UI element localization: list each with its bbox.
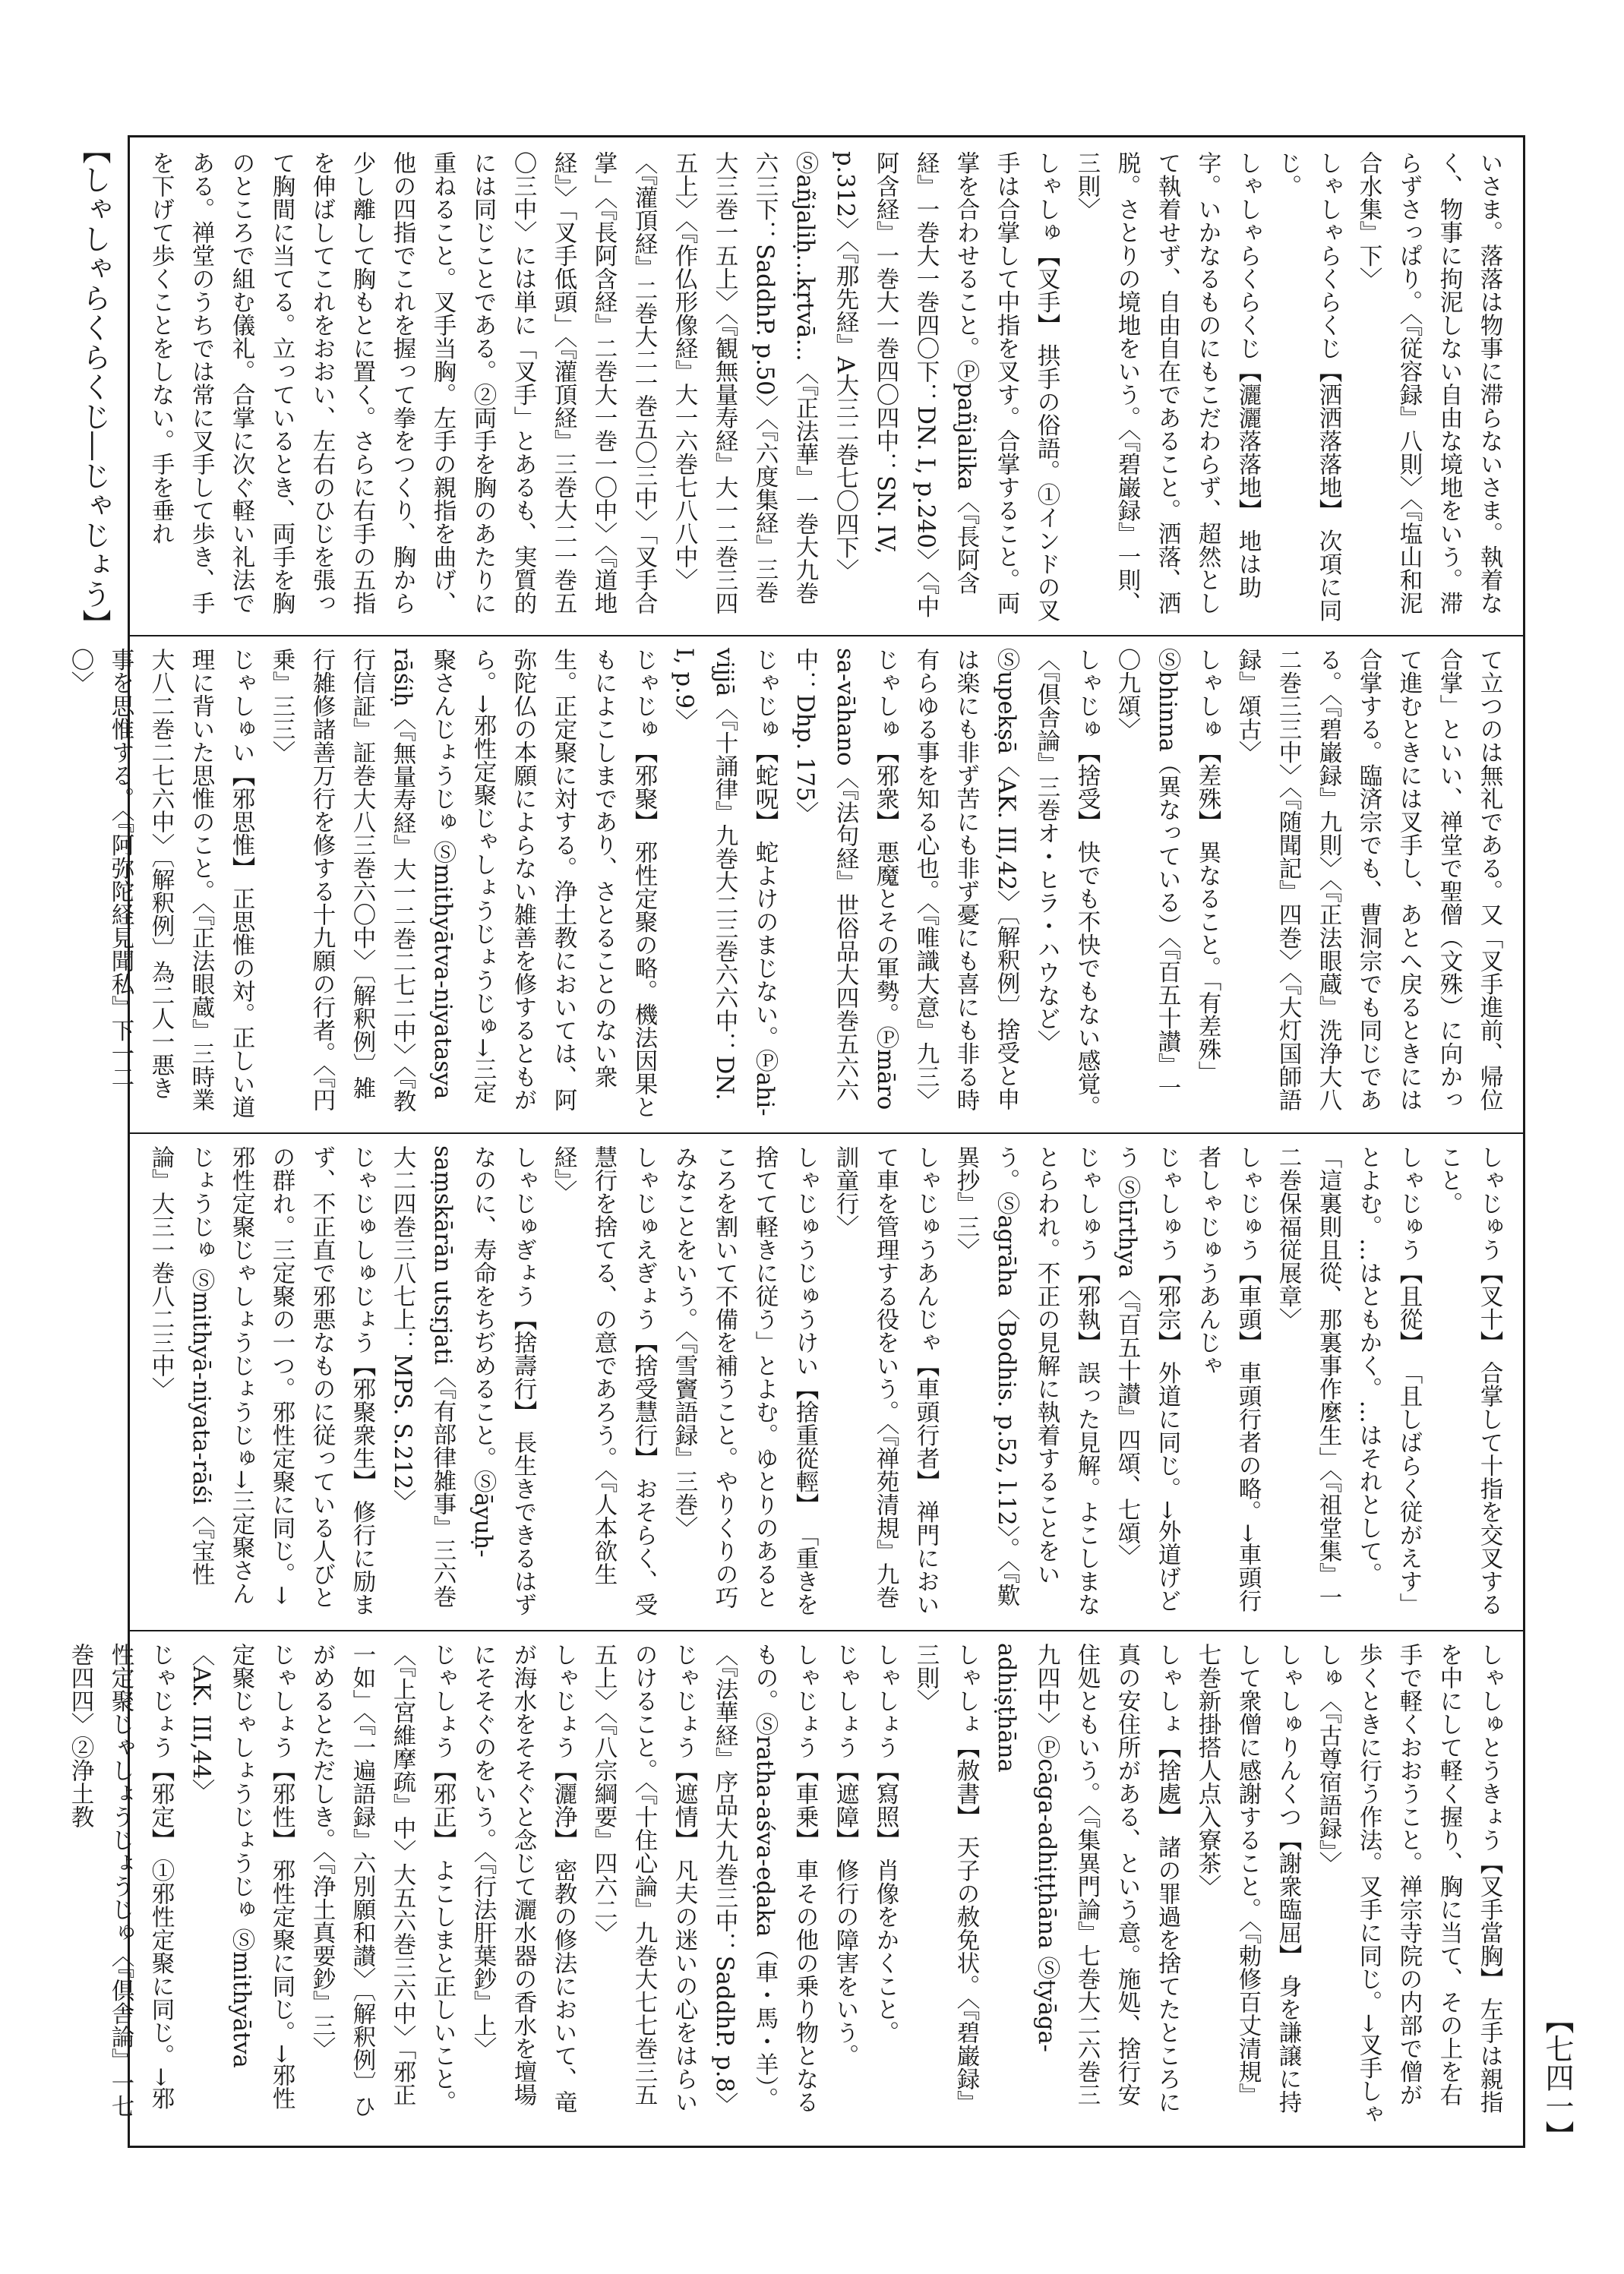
entry: じゃしょう【遮障】 修行の障害をいう。 bbox=[832, 1643, 858, 2067]
entry: いさま。落落は物事に滞らないさま。執着なく、物事に拘泥しない自由な境地をいう。滞らずさっぱり。〈『従容録』八則〉〈『塩山和泥合水集』下〉 bbox=[1355, 151, 1502, 614]
entry: しゃじょう【車乗】 車その他の乗り物となるもの。Ⓢratha-aśva-eḍaka（車・馬・羊）。〈『法華経』序品大九巻三中：SaddhP. p.8〉 bbox=[711, 1643, 818, 2116]
tier-3 bbox=[144, 1145, 1509, 1616]
entry: じゃじゅしゅじょう【邪聚衆生】 修行に励まず、不正直で邪悪なものに従っている人びとの群れ。三定聚の一つ。邪性定聚に同じ。→邪性定聚じゃしょうじょうじゅ→三定聚さんじょうじゅ Ⓢmithyā-niyata-rāśi〈『宝性論』大三一巻八二三中〉 bbox=[147, 1145, 375, 1616]
entry: しゃしゃらくらくじ【洒洒落落地】 次項に同じ。 bbox=[1275, 151, 1341, 622]
entry: しゃじゅう【車頭】 車頭行者の略。→車頭行者しゃじゅうあんじゃ bbox=[1194, 1145, 1261, 1612]
page-number: 【七四一】 bbox=[1540, 2005, 1574, 2149]
entry: じゃしゅ【邪衆】 悪魔とその軍勢。Ⓟmāro sa-vāhano〈『法句経』世俗品大四巻五六六中：Dhp. 175〉 bbox=[791, 648, 899, 1110]
tier-divider bbox=[130, 635, 1523, 636]
entry: しゃじゅえぎょう【捨受慧行】 おそらく、受慧行を捨てる、の意であろう。〈『人本欲生経』〉 bbox=[550, 1145, 657, 1616]
entry: しゃじゅう【且從】 「且しばらく従がえす」とよむ。…はともかく。…はそれとして。「這裏則且從、那裏事作麼生」〈『祖堂集』一二巻保福従展章〉 bbox=[1275, 1145, 1422, 1616]
tier-1 bbox=[144, 151, 1509, 622]
entry: しゃしょ【赦書】 天子の赦免状。〈『碧巌録』三則〉 bbox=[912, 1643, 979, 2114]
entry: しゃじょう【灑浄】 密教の修法において、竜が海水をそそぐと念じて灑水器の香水を壇場にそそぐのをいう。〈『行法肝葉鈔』上〉 bbox=[469, 1643, 577, 2114]
entry: しゃしょう【寫照】 肖像をかくこと。 bbox=[872, 1643, 899, 2045]
entry: しゃしょ【捨處】 諸の罪過を捨てたところに真の安住所がある、という意。施処、捨行安住処ともいう。〈『集異門論』七巻大二六巻三九四中〉Ⓟcāga-adhiṭṭhāna Ⓢtyāga-adhiṣṭhāna bbox=[993, 1643, 1180, 2114]
entry: しゃじゅ【捨受】 快でも不快でもない感覚。〈『倶舎論』三巻オ・ヒラ・ハウなど〉Ⓢupekṣā〈AK. III,42〉〔解釈例〕捨受と申は楽にも非ず苦にも非ず憂にも喜にも非る時有らゆる事を知る心也。〈『唯識大意』九三〉 bbox=[912, 648, 1100, 1119]
entry: て立つのは無礼である。又「叉手進前、帰位合掌」といい、禅堂で聖僧（文殊）に向かって進むときには叉手し、あとへ戻るときには合掌する。臨済宗でも、曹洞宗でも同じである。〈『碧巌録』九則〉〈『正法眼蔵』洗浄大八二巻三三中〉〈『随聞記』四巻〉〈『大灯国師語録』頌古〉 bbox=[1234, 648, 1502, 1111]
entry: じゃしょう【邪正】 よこしまと正しいこと。〈『上宮維摩疏』中〉大五六巻三六中〉「邪正一如」〈『一遍語録』六別願和讃〉〔解釈例〕ひがめるとただしき。〈『浄土真要鈔』三〉 bbox=[308, 1643, 456, 2118]
entry: じゃしょう【邪性】 邪性定聚に同じ。→邪性定聚じゃしょうじょうじゅ Ⓢmithyātva〈AK. III,44〉 bbox=[188, 1643, 295, 2110]
entry: じゃじょう【邪定】 ①邪性定聚に同じ。→邪性定聚じゃしょうじょうじゅ〈『倶舎論』一七巻四四〉②浄土教 bbox=[67, 1643, 174, 2118]
entry: じゃしゅう【邪宗】 外道に同じ。→外道げどう Ⓢtīrthya〈『百五十讃』四頌、七頌〉 bbox=[1114, 1145, 1180, 1612]
entry: しゃしゃらくらくじ【灑灑落落地】 地は助字。いかなるものにもこだわらず、超然として執着せず、自由自在であること。洒落、洒脱。さとりの境地をいう。〈『碧巌録』一則、三則〉 bbox=[1073, 151, 1261, 614]
entry: しゃしゅ【叉手】 拱手の俗語。①インドの叉手は合掌して中指を叉す。合掌すること。両掌を合わせること。Ⓟpañjalika〈『長阿含経』一巻大一巻四〇下：DN. I, p.240〉〈『中阿含経』一巻大一巻四〇四中：SN. IV, p.312〉〈『那先経』A大三二巻七〇四下〉Ⓢañjaliḥ…kṛtvā…〈『正法華』一巻大九巻六三下：SaddhP. p.50〉〈『六度集経』三巻大三巻一五上〉〈『観無量寿経』大一二巻三四五上〉〈『作仏形像経』大一六巻七八八中〉〈『灌頂経』二巻大二一巻五〇三中〉「叉手合掌」〈『長阿含経』二巻大一巻一〇中〉〈『道地経』〉「叉手低頭」〈『灌頂経』三巻大二一巻五〇三中〉には単に「叉手」とあるも、実質的には同じことである。②両手を胸のあたりに重ねること。叉手当胸。左手の親指を曲げ、他の四指でこれを握って拳をつくり、胸から少し離して胸もとに置く。さらに右手の五指を伸ばしてこれをおおい、左右のひじを張って胸間に当てる。立っているとき、両手を胸のところで組む儀礼。合掌に次ぐ軽い礼法である。禅堂のうちでは常に叉手して歩き、手を下げて歩くことをしない。手を垂れ bbox=[147, 151, 1060, 622]
entry: しゃじゅぎょう【捨壽行】 長生きできるはずなのに、寿命をちぢめること。Ⓢāyuḥ-saṃskārān utsṛjati〈『有部律雑事』三六巻大二四巻三八七上：MPS. S.212〉 bbox=[389, 1145, 536, 1616]
entry: じゃじょう【遮情】 凡夫の迷いの心をはらいのけること。〈『十住心論』九巻大七七巻三五五上〉〈『八宗綱要』四六二〉 bbox=[590, 1643, 697, 2114]
entry: じゃじゅ【蛇呪】 蛇よけのまじない。Ⓟahi-vijjā〈『十誦律』九巻大二三巻六六中：DN. I, p.9〉 bbox=[671, 648, 778, 1116]
tier-2 bbox=[67, 648, 1509, 1119]
running-head: 【しゃしゃらくらくじ―じゃじょう】 bbox=[77, 135, 111, 639]
tier-divider bbox=[130, 1132, 1523, 1134]
entry: しゃしゅりんくつ【謝衆臨屈】 身を謙譲に持して衆僧に感謝すること。〈『勅修百丈清規』七巻新掛搭人点入寮茶〉 bbox=[1194, 1643, 1301, 2114]
entry: しゃしゅとうきょう【叉手當胸】 左手は親指を中にして軽く握り、胸に当て、その上を右手で軽くおおうこと。禅宗寺院の内部で僧が歩くときに行う作法。叉手に同じ。→叉手しゃしゅ〈『古尊宿語録』〉 bbox=[1315, 1643, 1502, 2126]
tier-4 bbox=[67, 1643, 1509, 2129]
entry: しゃしゅ【差殊】 異なること。「有差殊」Ⓢbhinna（異なっている）〈『百五十讃』一〇九頌〉 bbox=[1114, 648, 1221, 1100]
entry: じゃしゅう【邪執】 誤った見解。よこしまなとらわれ。不正の見解に執着することをいう。Ⓢagrāha〈Bodhis. p.52, l.12〉。〈『歎異抄』三〉 bbox=[953, 1145, 1100, 1616]
tier-divider bbox=[130, 1630, 1523, 1631]
entry: じゃじゅ【邪聚】 邪性定聚の略。機法因果ともによこしまであり、さとることのない衆生。正定聚に対する。浄土教においては、阿弥陀仏の本願によらない雑善を修するともがら。→邪性定聚じゃしょうじょうじゅ→三定聚さんじょうじゅ Ⓢmithyātva-niyatasya rāśiḥ〈『無量寿経』大一二巻二七二中〉〈『教行信証』証巻大八三巻六〇中〉〔解釈例〕雑行雑修諸善万行を修する十九願の行者。〈『円乗』三三〉 bbox=[268, 648, 657, 1119]
entry: しゃじゅうあんじゃ【車頭行者】 禅門において車を管理する役をいう。〈『禅苑清規』九巻訓童行〉 bbox=[832, 1145, 939, 1616]
entry: しゃじゅう【叉十】 合掌して十指を交叉すること。 bbox=[1436, 1145, 1502, 1616]
entry: じゃしゅい【邪思惟】 正思惟の対。正しい道理に背いた思惟のこと。〈『正法眼蔵』三時業大八二巻二七六中〉〔解釈例〕為二人一悪き事を思惟する。〈『阿弥陀経見聞私』下一二〇〉 bbox=[67, 648, 254, 1119]
entry: しゃじゅうじゅうけい【捨重從輕】 「重きを捨てて軽きに従う」とよむ。ゆとりのあるところを割いて不備を補うこと。やりくりの巧みなことをいう。〈『雪竇語録』三巻〉 bbox=[671, 1145, 818, 1616]
